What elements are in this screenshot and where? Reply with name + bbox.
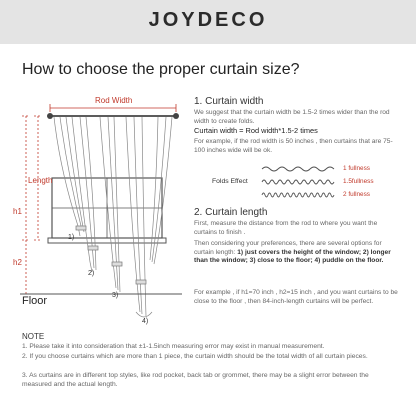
fold-option-3: 2 fullness bbox=[343, 191, 370, 198]
note-item-2: 2. If you choose curtains which are more than 1 piece, the curtain width should be the total width of all curtain pieces. bbox=[22, 353, 368, 360]
curtain-length-example: For example , if h1=70 inch , h2=15 inch , and you want curtains to be close to the floor , then 84-inch-length curtains will be perfect. bbox=[194, 289, 398, 305]
note-item-3: 3. As curtains are in different top styles, like rod pocket, back tab or grommet, there may be a slight error between the measured and the actual length. bbox=[22, 372, 369, 388]
length-option-1: 1) just covers the height of the window; bbox=[237, 248, 362, 256]
length-option-2: 2) longer than the window; bbox=[194, 248, 391, 265]
note-title: NOTE bbox=[22, 332, 45, 341]
fold-effect-waves bbox=[262, 167, 334, 197]
rod-width-label: Rod Width bbox=[95, 96, 133, 105]
window-frame bbox=[48, 178, 166, 243]
folds-effect-label: Folds Effect bbox=[212, 178, 248, 185]
page-title: How to choose the proper curtain size? bbox=[22, 61, 300, 78]
curtain-width-example: For example, if the rod width is 50 inches , then curtains that are 75-100 inches wide will be ok. bbox=[194, 138, 393, 154]
fold-option-1: 1 fullness bbox=[343, 165, 370, 172]
h1-label: h1 bbox=[13, 207, 22, 216]
curtain-length-p1: First, measure the distance from the rod to where you want the curtains to finish . bbox=[194, 220, 378, 236]
curtain-length-title: 2. Curtain length bbox=[194, 207, 268, 218]
h2-label: h2 bbox=[13, 258, 22, 267]
curtain-panels bbox=[54, 117, 172, 317]
length-option-3: 3) close to the floor; bbox=[247, 257, 313, 265]
option-label-1: 1) bbox=[68, 234, 75, 241]
floor-label: Floor bbox=[22, 295, 48, 307]
curtain-width-intro: We suggest that the curtain width be 1.5-2 times wider than the rod width to create folds. bbox=[194, 109, 390, 125]
length-dimension bbox=[22, 116, 42, 294]
curtain-length-p2-text: Then considering your preferences, there are several options for curtain length: bbox=[194, 240, 382, 256]
curtain-length-p2 bbox=[194, 240, 400, 266]
note-item-1: 1. Please take it into consideration that ±1-1.5inch measuring error may exist in manual measurement. bbox=[22, 343, 325, 350]
curtain-width-formula: Curtain width = Rod width*1.5-2 times bbox=[194, 126, 318, 135]
curtain-rod bbox=[47, 113, 179, 119]
option-label-3: 3) bbox=[112, 292, 119, 299]
rod-width-dimension bbox=[50, 104, 176, 112]
option-label-2: 2) bbox=[88, 270, 95, 277]
option-label-4: 4) bbox=[142, 318, 149, 325]
brand-logo: JOYDECO bbox=[148, 9, 268, 31]
length-option-4: 4) puddle on the floor. bbox=[312, 257, 384, 265]
curtain-width-title: 1. Curtain width bbox=[194, 96, 264, 107]
fold-option-2: 1.5fullness bbox=[343, 178, 374, 185]
length-label: Length bbox=[28, 176, 53, 185]
